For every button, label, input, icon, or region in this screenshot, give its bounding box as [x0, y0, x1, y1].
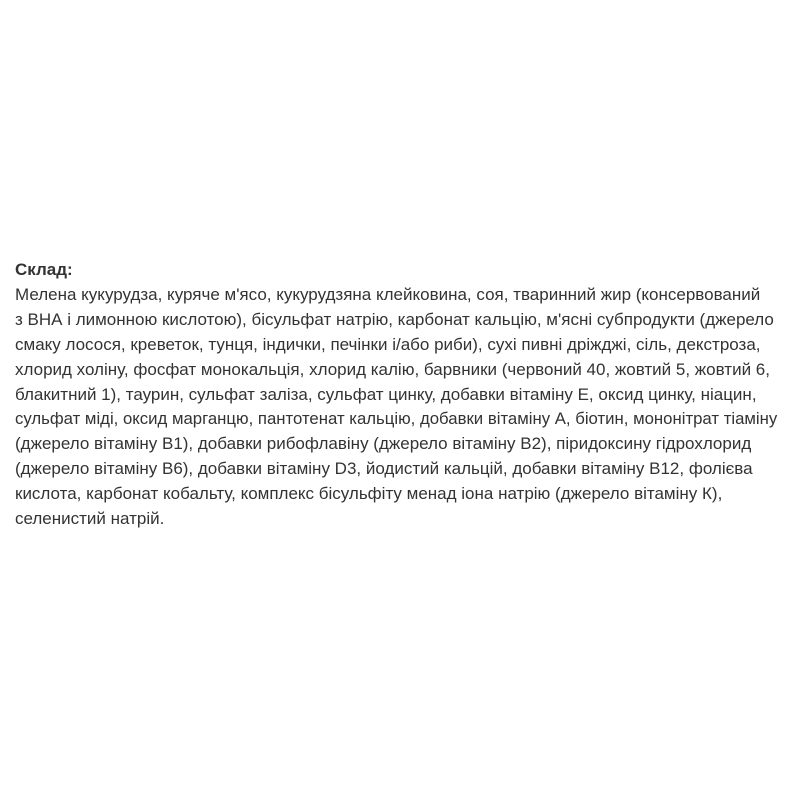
- ingredients-line: смаку лосося, креветок, тунця, індички, печінки і/або риби), сухі пивні дріжджі, сіль, декстроза,: [15, 334, 761, 354]
- ingredients-line: сульфат міді, оксид марганцю, пантотенат кальцію, добавки вітаміну А, біотин, мононітрат тіаміну: [15, 409, 778, 429]
- ingredients-line: блакитний 1), таурин, сульфат заліза, сульфат цинку, добавки вітаміну Е, оксид цинку, ніацин,: [15, 384, 757, 404]
- ingredients-line: з ВНА і лимонною кислотою), бісульфат натрію, карбонат кальцію, м'ясні субпродукти (джерело: [15, 309, 774, 329]
- ingredients-line: хлорид холіну, фосфат монокальція, хлорид калію, барвники (червоний 40, жовтий 5, жовтий 6,: [15, 359, 770, 379]
- ingredients-line: Мелена кукурудза, куряче м'ясо, кукурудзяна клейковина, соя, тваринний жир (консервований: [15, 284, 761, 304]
- ingredients-line: (джерело вітаміну В6), добавки вітаміну D3, йодистий кальцій, добавки вітаміну В12, фолієва: [15, 459, 753, 479]
- ingredients-line: кислота, карбонат кобальту, комплекс бісульфіту менад іона натрію (джерело вітаміну К),: [15, 484, 723, 504]
- ingredients-line: селенистий натрій.: [15, 509, 165, 529]
- ingredients-line: (джерело вітаміну В1), добавки рибофлавіну (джерело вітаміну В2), піридоксину гідрохлорид: [15, 434, 752, 454]
- ingredients-heading: Склад:: [15, 260, 73, 279]
- ingredients-block: [15, 258, 785, 532]
